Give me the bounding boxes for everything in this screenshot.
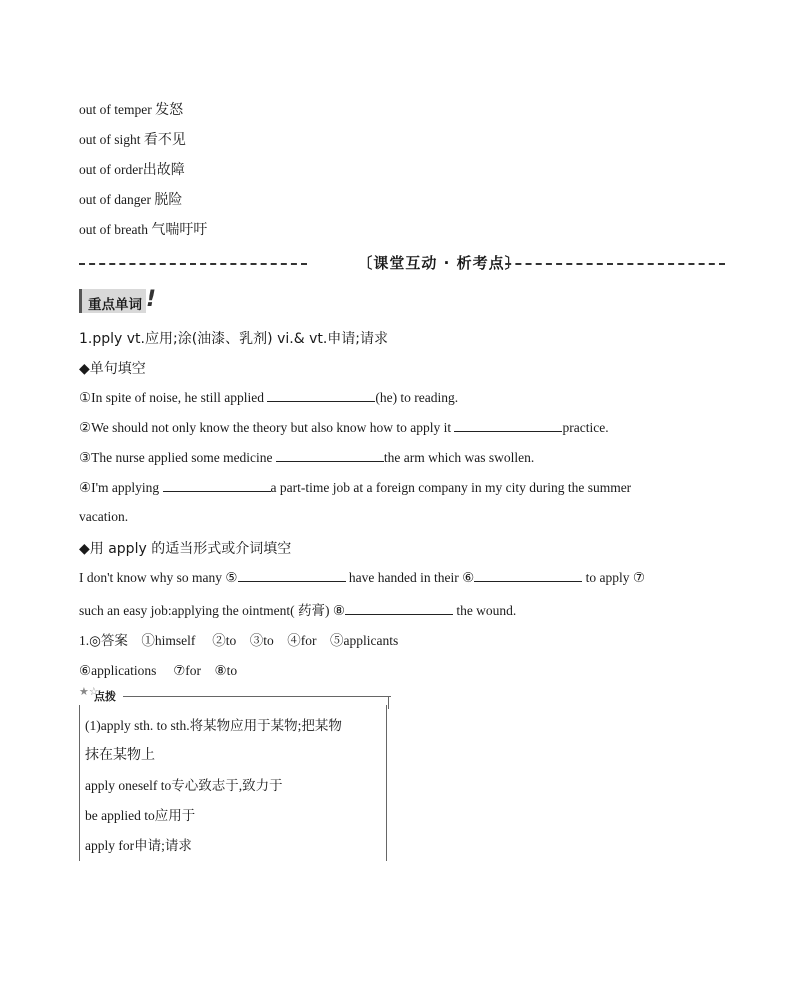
exercise2-line-1 [79, 569, 645, 586]
tip-label: 点拨 [94, 690, 116, 703]
divider-dash-right [495, 263, 725, 265]
question-4-cont: vacation. [79, 509, 129, 524]
phrase-item [79, 219, 207, 239]
phrase-cn: 气喘吁吁 [151, 222, 208, 238]
question-3 [79, 449, 534, 466]
tag-label: 重点单词 [88, 297, 142, 313]
phrase-cn: 出故障 [142, 162, 185, 178]
question-text: I don't know why so many ⑤ [79, 570, 238, 585]
question-text: have handed in their ⑥ [345, 570, 475, 585]
answer-blank[interactable] [238, 569, 346, 582]
phrase-en: out of order [79, 162, 143, 177]
question-text: the wound. [452, 603, 517, 618]
exclamation-icon: ! [146, 287, 157, 312]
phrase-en: out of temper [79, 102, 152, 117]
phrase-cn: 看不见 [143, 132, 186, 148]
tip-line: apply oneself to专心致志于,致力于 [85, 778, 283, 793]
tip-line: (1)apply sth. to sth.将某物应用于某物;把某物 [85, 718, 342, 733]
question-text: practice. [562, 420, 609, 435]
phrase-en: out of breath [79, 222, 148, 237]
answer-blank[interactable] [276, 449, 384, 462]
phrase-item [79, 189, 182, 209]
phrase-cn: 脱险 [154, 192, 183, 208]
answers-line-2: ⑥applications ⑦for ⑧to [79, 663, 238, 678]
phrase-en: out of danger [79, 192, 151, 207]
question-text: to apply ⑦ [582, 570, 645, 585]
answer-blank[interactable] [345, 602, 453, 615]
question-text: ③The nurse applied some medicine [79, 450, 276, 465]
question-text: the arm which was swollen. [383, 450, 535, 465]
answer-blank[interactable] [474, 569, 582, 582]
exercise-heading: ◆单句填空 [79, 361, 146, 377]
tip-line: be applied to应用于 [85, 808, 196, 823]
question-text: such an easy job:applying the ointment( 药膏) ⑧ [79, 603, 345, 618]
question-4 [79, 479, 631, 496]
tip-line: 抹在某物上 [85, 747, 155, 763]
phrase-en: out of sight [79, 132, 141, 147]
answer-blank[interactable] [267, 389, 375, 402]
exercise2-line-2 [79, 599, 516, 619]
question-1 [79, 389, 458, 406]
question-text: ①In spite of noise, he still applied [79, 390, 268, 405]
phrase-item [79, 159, 185, 179]
tip-corner [388, 697, 389, 709]
answers-line-1: 1.◎答案 ①himself ②to ③to ④for ⑤applicants [79, 633, 399, 648]
phrase-item [79, 99, 183, 119]
question-text: ④I'm applying [79, 480, 163, 495]
key-words-tag [79, 287, 157, 315]
section-divider [79, 252, 725, 274]
question-text: ②We should not only know the theory but also know how to apply it [79, 420, 455, 435]
answer-blank[interactable] [163, 479, 271, 492]
section-title: 〔课堂互动 · 析考点〕 [357, 254, 521, 272]
divider-dash-left [79, 263, 307, 265]
word-entry: 1.pply vt.应用;涂(油漆、乳剂) vi.& vt.申请;请求 [79, 331, 389, 347]
star-icon: ★☆ [79, 685, 99, 698]
tip-line: apply for申请;请求 [85, 838, 192, 853]
phrase-item [79, 129, 186, 149]
answer-blank[interactable] [454, 419, 562, 432]
phrase-cn: 发怒 [155, 102, 184, 118]
tip-header [79, 685, 391, 705]
question-text: (he) to reading. [375, 390, 459, 405]
exercise-heading: ◆用 apply 的适当形式或介词填空 [79, 541, 292, 557]
question-text: a part-time job at a foreign company in my city during the summer [270, 480, 632, 495]
tip-rule [123, 696, 391, 697]
question-2 [79, 419, 609, 436]
